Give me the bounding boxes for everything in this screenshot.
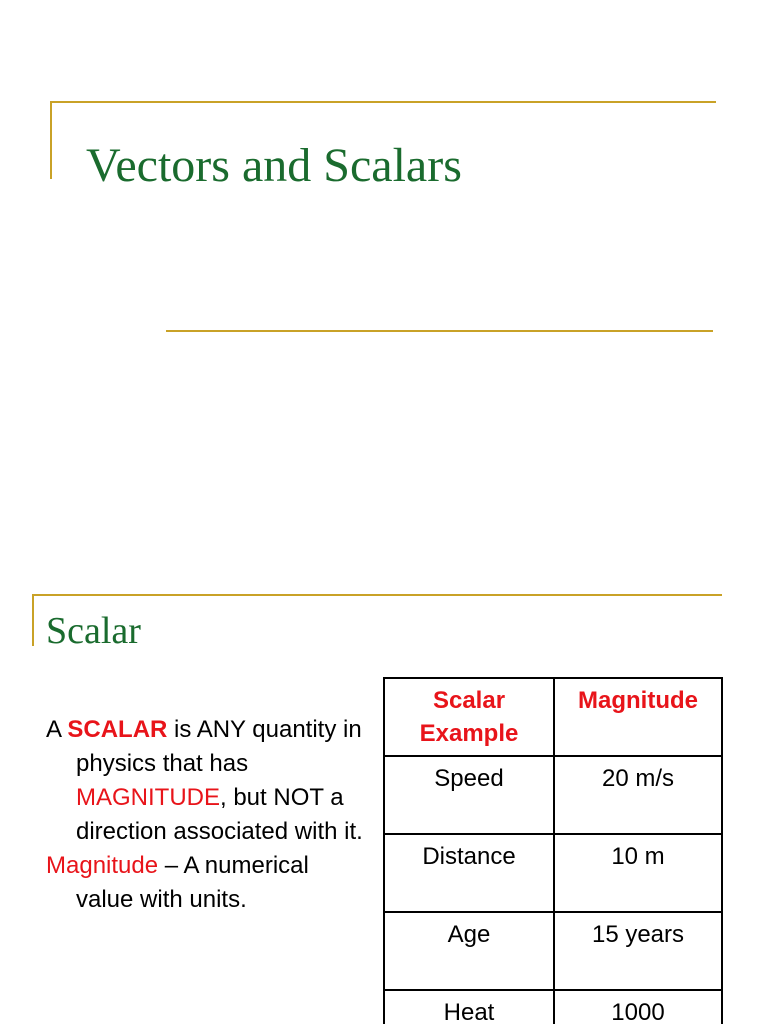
- header-scalar-example: Scalar Example: [384, 678, 554, 756]
- scalar-term: SCALAR: [67, 716, 168, 743]
- scalar-definition: [46, 713, 366, 917]
- table-cell-example: Heat: [384, 990, 554, 1024]
- table-row: [384, 990, 722, 1024]
- table-cell-magnitude: 20 m/s: [554, 756, 722, 834]
- definition-middle: is ANY quantity in physics that has: [76, 716, 362, 777]
- table-cell-magnitude: 10 m: [554, 834, 722, 912]
- table-row: [384, 756, 722, 834]
- magnitude-term: Magnitude: [46, 852, 159, 879]
- table-cell-magnitude: 1000: [554, 990, 722, 1024]
- magnitude-definition-paragraph: [46, 849, 366, 917]
- table-cell-magnitude: 15 years: [554, 912, 722, 990]
- slide2-left-rule: [32, 594, 34, 646]
- header-magnitude: Magnitude: [554, 678, 722, 756]
- slide1-top-rule: [50, 101, 716, 103]
- definition-suffix: , but NOT a direction associated with it.: [76, 784, 363, 845]
- definition-prefix: A: [46, 716, 68, 743]
- table-header-row: [384, 678, 722, 756]
- scalar-examples-table: [383, 677, 723, 1024]
- slide2-top-rule: [32, 594, 722, 596]
- slide1-bottom-rule: [166, 330, 713, 332]
- slide1-title: Vectors and Scalars: [86, 139, 462, 192]
- slide1-left-rule: [50, 101, 52, 179]
- table-cell-example: Age: [384, 912, 554, 990]
- magnitude-highlight: MAGNITUDE: [76, 784, 220, 811]
- table-cell-example: Distance: [384, 834, 554, 912]
- table-cell-example: Speed: [384, 756, 554, 834]
- table-row: [384, 834, 722, 912]
- magnitude-definition-text: – A numerical value with units.: [76, 852, 309, 913]
- slide2-title: Scalar: [46, 610, 141, 652]
- table-row: [384, 912, 722, 990]
- scalar-definition-paragraph: [46, 713, 366, 849]
